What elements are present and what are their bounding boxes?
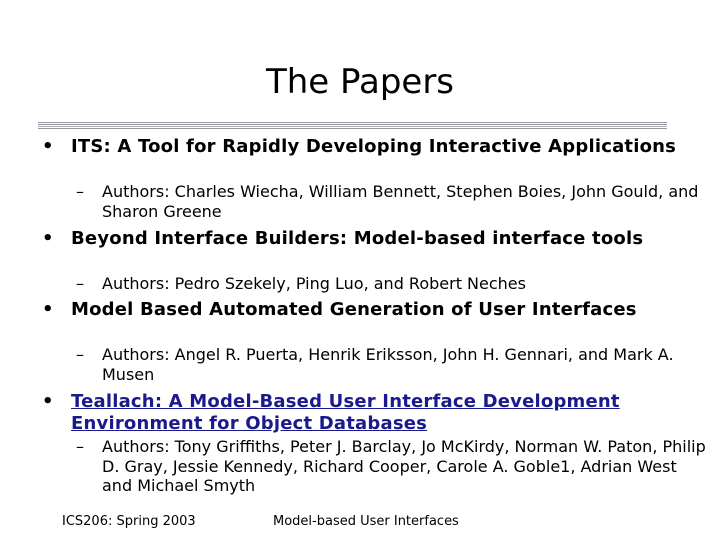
paper-authors [76,182,706,221]
dash-icon: – [76,437,84,456]
paper-title-link[interactable]: Teallach: A Model-Based User Interface Development Environment for Object Databases [71,391,620,434]
paper-title: ITS: A Tool for Rapidly Developing Interactive Applications [71,136,677,157]
paper-title: Beyond Interface Builders: Model-based interface tools [71,228,644,249]
bullet-icon: • [42,228,54,249]
title-divider [38,122,667,130]
dash-icon: – [76,345,84,364]
dash-icon: – [76,182,84,201]
dash-icon: – [76,274,84,293]
bullet-icon: • [42,299,54,320]
slide-title: The Papers [265,62,455,102]
paper-authors [76,274,706,294]
footer-course: ICS206: Spring 2003 [62,514,196,529]
footer-topic: Model-based User Interfaces [273,514,459,529]
authors-text: Authors: Angel R. Puerta, Henrik Eriksson, John H. Gennari, and Mark A. Musen [102,345,674,384]
bullet-icon: • [42,391,54,412]
bullet-icon: • [42,136,54,157]
paper-authors [76,345,706,384]
authors-text: Authors: Tony Griffiths, Peter J. Barclay, Jo McKirdy, Norman W. Paton, Philip D. Gray, Jessie Kennedy, Richard Cooper, Carole A. Goble1, Adrian West and Michael Smyth [102,437,706,495]
authors-text: Authors: Charles Wiecha, William Bennett, Stephen Boies, John Gould, and Sharon Greene [102,182,699,221]
paper-authors [76,437,706,496]
authors-text: Authors: Pedro Szekely, Ping Luo, and Robert Neches [102,274,526,293]
paper-title: Model Based Automated Generation of User Interfaces [71,299,637,320]
